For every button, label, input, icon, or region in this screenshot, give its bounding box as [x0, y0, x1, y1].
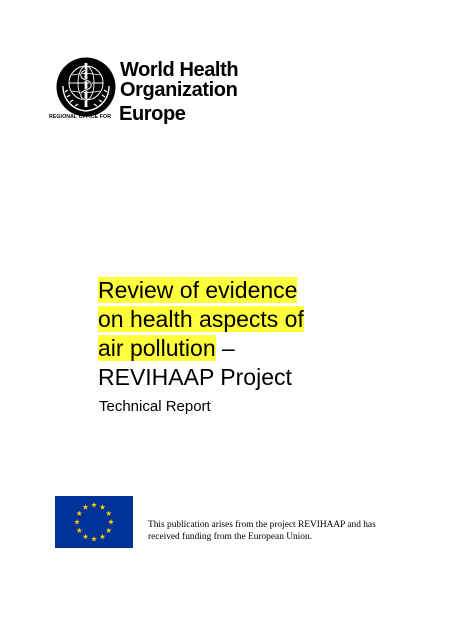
funding-notice — [148, 520, 376, 543]
region-name: Europe — [119, 103, 186, 125]
regional-office-label: REGIONAL OFFICE FOR — [49, 114, 112, 120]
report-subtitle: Technical Report — [99, 398, 211, 415]
funding-notice-line2: received funding from the European Union. — [148, 531, 313, 542]
organization-name-line1: World Health — [120, 59, 239, 81]
title-line-1: Review of evidence — [98, 277, 298, 303]
title-line-2: on health aspects of — [98, 306, 304, 332]
report-title — [98, 276, 304, 392]
eu-flag-icon — [55, 496, 133, 548]
funding-notice-line1: This publication arises from the project REVIHAAP and has — [148, 520, 376, 530]
title-line-3-highlight: air pollution — [98, 335, 216, 361]
title-line-4: REVIHAAP Project — [98, 364, 292, 390]
title-line-3-rest: – — [215, 335, 235, 361]
organization-name — [120, 60, 238, 100]
organization-name-line2: Organization — [120, 79, 238, 101]
who-emblem-icon — [55, 56, 117, 118]
